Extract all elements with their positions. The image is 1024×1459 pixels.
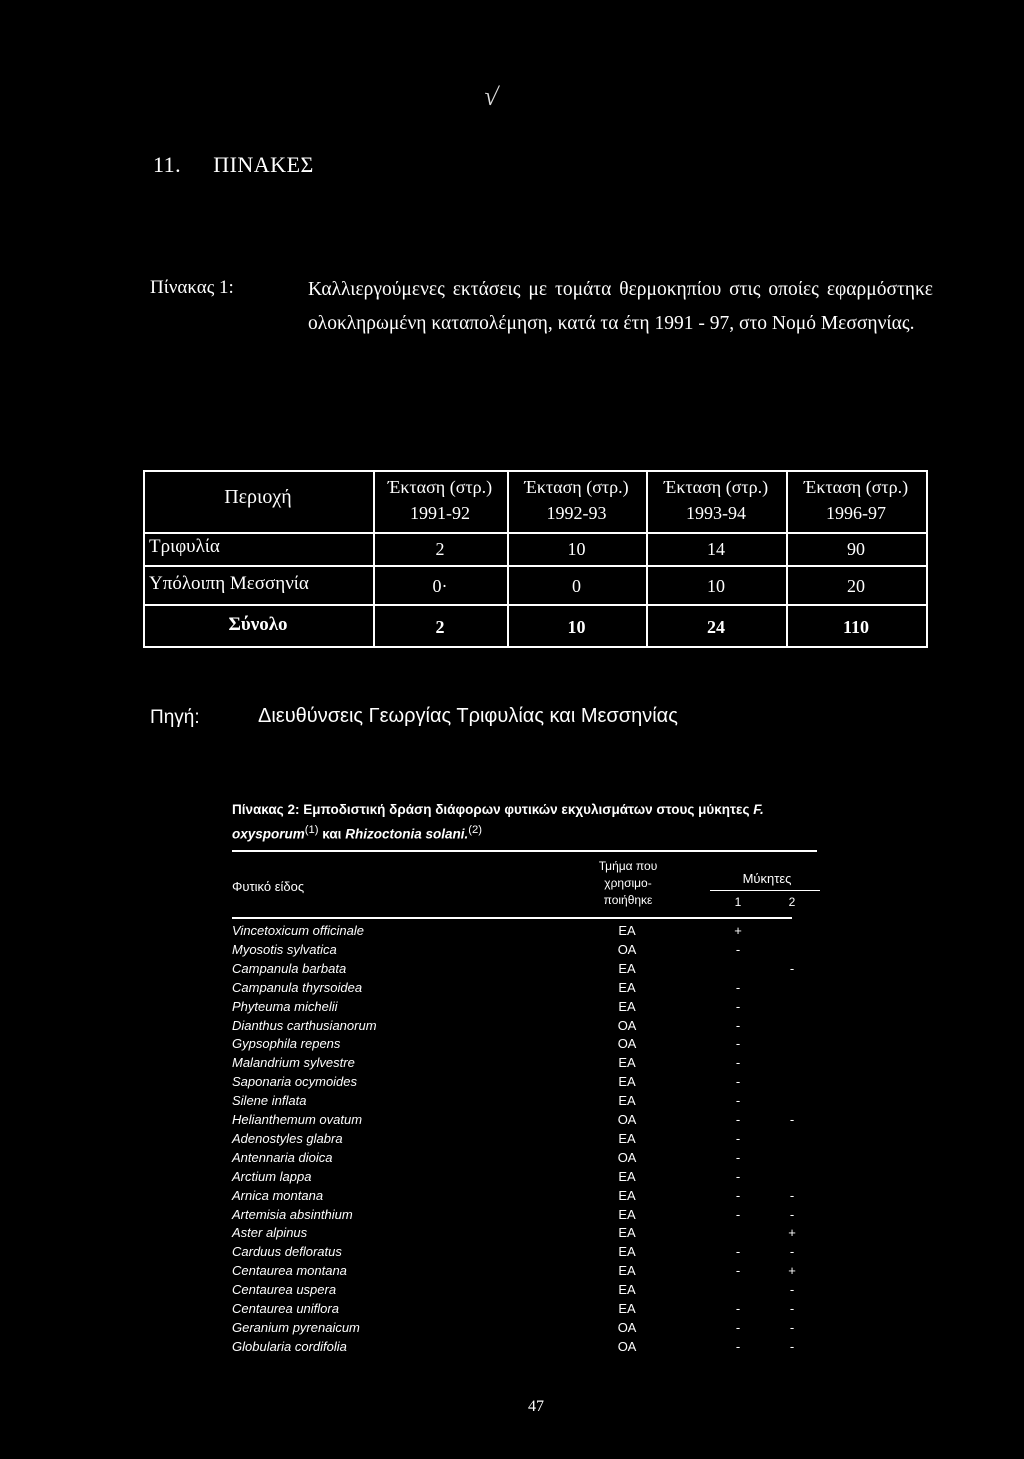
- table1-col-header: [373, 474, 507, 526]
- table-row: [232, 1036, 822, 1054]
- plant-name: Globularia cordifolia: [232, 1338, 347, 1354]
- plant-part: ΕΑ: [618, 1074, 636, 1090]
- plant-name: Arctium lappa: [232, 1168, 312, 1184]
- table-row: [232, 1188, 822, 1206]
- table2-col-f2: 2: [788, 895, 796, 909]
- plant-part: ΕΑ: [618, 998, 636, 1014]
- fungus2-result: -: [789, 1319, 795, 1335]
- table1-rule: [143, 565, 928, 567]
- table1-col-header: [786, 474, 926, 526]
- species-r: Rhizoctonia solani.: [345, 826, 469, 842]
- plant-part: ΕΑ: [618, 1244, 636, 1260]
- plant-part: ΟΑ: [617, 1036, 637, 1052]
- table-row: [232, 1150, 822, 1168]
- plant-part: ΟΑ: [617, 941, 637, 957]
- plant-name: Adenostyles glabra: [232, 1130, 343, 1146]
- plant-part: ΕΑ: [618, 1168, 636, 1184]
- fungus1-result: -: [735, 1017, 741, 1033]
- table1-caption: Καλλιεργούμενες εκτάσεις με τομάτα θερμοκηπίου στις οποίες εφαρμόστηκε ολοκληρωμένη καταπολέμηση, κατά τα έτη 1991 - 97, στο Νομό Μεσσηνίας.: [308, 279, 933, 334]
- fungus1-result: -: [735, 1187, 741, 1203]
- plant-part: ΕΑ: [618, 1282, 636, 1298]
- table1-rule: [143, 532, 928, 534]
- plant-name: Silene inflata: [232, 1093, 307, 1109]
- table1-total-cell: 24: [707, 617, 725, 637]
- table2-col-fungi: Μύκητες: [742, 871, 792, 886]
- species-f: F. oxysporum: [232, 802, 764, 842]
- plant-name: Antennaria dioica: [232, 1149, 333, 1165]
- plant-part: ΕΑ: [618, 1130, 636, 1146]
- plant-part: ΕΑ: [618, 1301, 636, 1316]
- table-row: [232, 1263, 822, 1281]
- footnote-2: (2): [468, 824, 482, 836]
- table1: [143, 470, 928, 650]
- fungus2-result: -: [789, 1187, 795, 1203]
- fungus2-result: +: [788, 1225, 796, 1241]
- table2-top-rule: [232, 850, 817, 852]
- table-row: [232, 1320, 822, 1338]
- table-row: [232, 1112, 822, 1130]
- plant-part: ΕΑ: [618, 1093, 636, 1109]
- plant-name: Malandrium sylvestre: [232, 1055, 355, 1071]
- plant-name: Saponaria ocymoides: [232, 1074, 358, 1090]
- fungus1-result: -: [735, 979, 741, 995]
- section-title: ΠΙΝΑΚΕΣ: [213, 152, 314, 177]
- plant-name: Carduus defloratus: [232, 1244, 342, 1260]
- table2-caption-text: Εμποδιστική δράση διάφορων φυτικών εκχυλισμάτων στους μύκητες: [303, 802, 750, 817]
- table1-cell: 10: [707, 576, 725, 596]
- header-line: Έκταση (στρ.): [387, 477, 493, 497]
- plant-part: ΟΑ: [617, 1338, 637, 1354]
- table1-cell: 90: [847, 539, 865, 559]
- fungus2-result: -: [789, 1338, 795, 1354]
- plant-name: Aster alpinus: [232, 1225, 308, 1241]
- check-mark: √: [482, 81, 501, 112]
- table1-top-rule: [143, 470, 928, 472]
- table2-label: Πίνακας 2:: [232, 802, 300, 817]
- table-row: [232, 1244, 822, 1262]
- plant-part: ΕΑ: [618, 923, 636, 938]
- fungus1-result: -: [735, 1112, 741, 1127]
- table-row: [232, 999, 822, 1017]
- fungus2-result: -: [789, 1112, 795, 1127]
- table-row: [232, 1339, 822, 1357]
- plant-part: ΟΑ: [617, 1112, 637, 1127]
- source-text: Διευθύνσεις Γεωργίας Τριφυλίας και Μεσσηνίας: [258, 705, 678, 727]
- fungus1-result: -: [735, 998, 741, 1014]
- table-row: [232, 1207, 822, 1225]
- plant-name: Campanula barbata: [232, 960, 347, 976]
- table2: [232, 850, 822, 1370]
- plant-name: Arnica montana: [232, 1187, 324, 1203]
- fungus1-result: -: [735, 1206, 741, 1222]
- plant-part: ΕΑ: [618, 1206, 636, 1222]
- fungus2-result: -: [789, 1206, 795, 1222]
- fungus2-result: +: [788, 1263, 796, 1279]
- table1-cell: 2: [435, 539, 445, 559]
- table2-col-part: [578, 858, 678, 909]
- table1-col-header: [507, 474, 646, 526]
- table-row: [232, 942, 822, 960]
- table1-border: [926, 470, 928, 648]
- table1-cell: 0·: [432, 576, 448, 596]
- plant-part: ΕΑ: [618, 1225, 636, 1241]
- fungus1-result: -: [735, 1168, 741, 1184]
- table2-header-rule: [232, 917, 792, 919]
- table1-row-label: Τριφυλία: [149, 536, 220, 557]
- table-row: [232, 1301, 822, 1319]
- plant-name: Campanula thyrsoidea: [232, 979, 363, 995]
- fungus1-result: -: [735, 1319, 741, 1335]
- table-row: [232, 961, 822, 979]
- plant-name: Dianthus carthusianorum: [232, 1017, 377, 1033]
- table1-cell: 20: [847, 576, 865, 596]
- plant-part: ΟΑ: [617, 1319, 637, 1335]
- table1-cell: 10: [567, 539, 586, 559]
- fungus1-result: +: [734, 923, 742, 938]
- plant-name: Phyteuma michelii: [232, 998, 338, 1014]
- section-heading: [153, 152, 314, 178]
- table-row: [232, 1074, 822, 1092]
- header-year: 1993-94: [686, 503, 746, 523]
- plant-part: ΟΑ: [617, 1017, 637, 1033]
- plant-name: Helianthemum ovatum: [232, 1112, 363, 1127]
- plant-name: Myosotis sylvatica: [232, 941, 337, 957]
- table1-cell: 14: [707, 539, 725, 559]
- header-year: 1992-93: [546, 503, 607, 523]
- fungus1-result: -: [735, 1036, 741, 1052]
- table-row: [232, 980, 822, 998]
- col-part-line: χρησιμο-: [604, 876, 652, 890]
- table-row: [232, 1225, 822, 1243]
- fungus2-result: -: [789, 960, 795, 976]
- plant-part: ΕΑ: [618, 1263, 636, 1279]
- table1-total-cell: 10: [567, 617, 586, 637]
- table1-total-cell: 2: [435, 617, 445, 637]
- header-line: Έκταση (στρ.): [803, 477, 909, 497]
- table-row: [232, 1282, 822, 1300]
- plant-name: Artemisia absinthium: [232, 1206, 353, 1222]
- header-line: Έκταση (στρ.): [524, 477, 629, 497]
- table2-fungi-rule: [710, 890, 820, 891]
- table1-col-region: Περιοχή: [224, 486, 292, 508]
- col-part-line: ποιήθηκε: [603, 893, 653, 907]
- header-year: 1991-92: [410, 503, 470, 523]
- header-year: 1996-97: [826, 503, 886, 523]
- table-row: [232, 1018, 822, 1036]
- plant-name: Centaurea montana: [232, 1263, 347, 1279]
- table-row: [232, 1093, 822, 1111]
- plant-name: Gypsophila repens: [232, 1036, 341, 1052]
- table2-caption: [232, 800, 822, 845]
- table2-col-plant: Φυτικό είδος: [232, 879, 305, 894]
- fungus1-result: -: [735, 1149, 741, 1165]
- plant-part: ΕΑ: [618, 1187, 636, 1203]
- table1-cell: 0: [572, 576, 581, 596]
- fungus2-result: -: [789, 1282, 795, 1298]
- plant-name: Vincetoxicum officinale: [232, 923, 364, 938]
- fungus1-result: -: [735, 1263, 741, 1279]
- plant-part: ΟΑ: [617, 1149, 637, 1165]
- fungus1-result: -: [735, 1074, 741, 1090]
- fungus1-result: -: [735, 1093, 741, 1109]
- plant-name: Geranium pyrenaicum: [232, 1319, 360, 1335]
- table-row: [232, 1169, 822, 1187]
- fungus2-result: -: [789, 1244, 795, 1260]
- source-label: Πηγή:: [150, 707, 200, 728]
- fungus1-result: -: [735, 1338, 741, 1354]
- fungus1-result: -: [735, 1301, 741, 1316]
- footnote-1: (1): [304, 824, 319, 836]
- page-number: 47: [528, 1398, 544, 1415]
- plant-part: ΕΑ: [618, 979, 636, 995]
- table1-total-label: Σύνολο: [228, 614, 288, 635]
- table2-col-f1: 1: [734, 895, 742, 909]
- table-row: [232, 1055, 822, 1073]
- table1-bottom-rule: [143, 646, 928, 648]
- fungus1-result: -: [735, 941, 741, 957]
- section-number: 11.: [153, 152, 182, 177]
- plant-part: ΕΑ: [618, 960, 636, 976]
- fungus2-result: -: [789, 1301, 795, 1316]
- header-line: Έκταση (στρ.): [663, 477, 769, 497]
- table1-row-label: Υπόλοιπη Μεσσηνία: [149, 573, 309, 594]
- col-part-line: Τμήμα που: [598, 859, 658, 873]
- fungus1-result: -: [735, 1055, 741, 1071]
- plant-name: Centaurea uniflora: [232, 1301, 339, 1316]
- table1-rule: [143, 604, 928, 606]
- table1-label: Πίνακας 1:: [150, 277, 234, 298]
- plant-part: ΕΑ: [618, 1055, 636, 1071]
- fungus1-result: -: [735, 1244, 741, 1260]
- caption-and: και: [322, 826, 342, 842]
- table1-col-header: [646, 474, 786, 526]
- fungus1-result: -: [735, 1130, 741, 1146]
- table1-total-cell: 110: [842, 617, 869, 637]
- table-row: [232, 1131, 822, 1149]
- table-row: [232, 923, 822, 941]
- plant-name: Centaurea uspera: [232, 1282, 337, 1298]
